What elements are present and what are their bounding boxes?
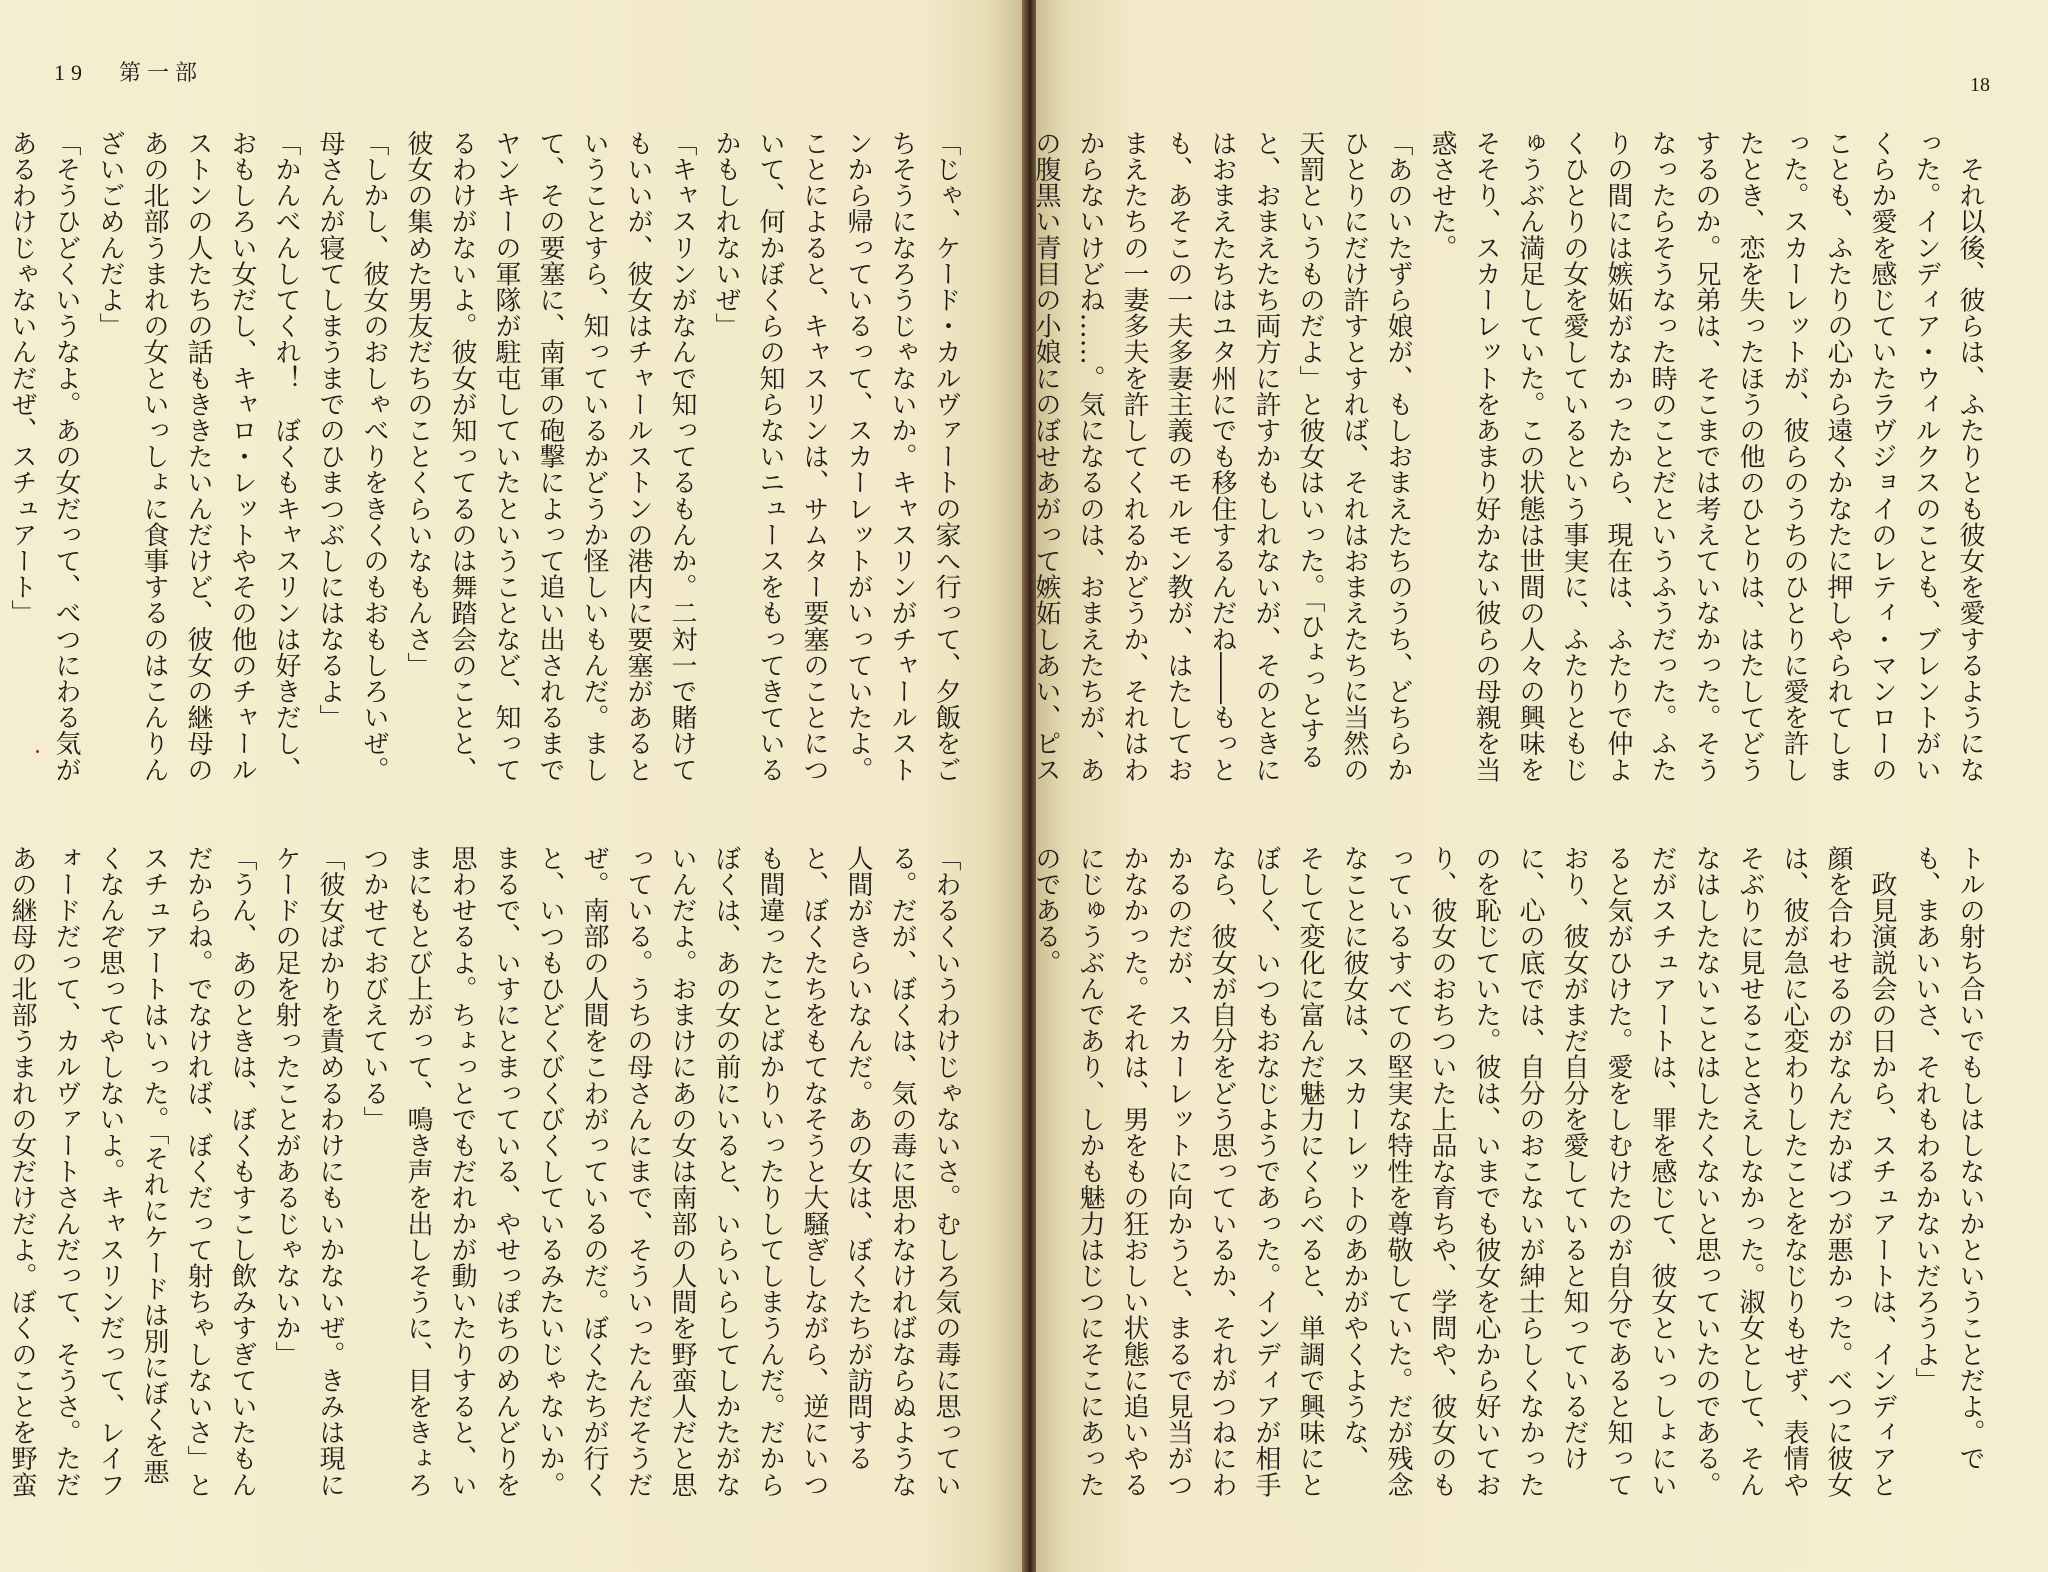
section-title: 第一部 — [119, 61, 204, 86]
left-top-text-block: 「じゃ、ケード・カルヴァートの家へ行って、夕飯をご ちそうになろうじゃないか。キャスリンがチャールスト ンから帰っているって、スカーレットがいっていたよ。 ことによると、キャスリンは、サムター要塞のことにつ いて、何かぼくらの知らないニュースをもってきている かもしれないぜ」 「キャスリンがなんで知ってるもんか。二対一で賭けて もいいが、彼女はチャールストンの港内に要塞があると いうことすら、知っているかどうか怪しいもんだ。まし て、その要塞に、南軍の砲撃によって追い出されるまで ヤンキーの軍隊が駐屯していたということなど、知って るわけがないよ。彼女が知ってるのは舞踏会のことと、 彼女の集めた男友だちのことくらいなもんさ」 「しかし、彼女のおしゃべりをきくのもおもしろいぜ。 母さんが寝てしまうまでのひまつぶしにはなるよ」 「かんべんしてくれ！ ぼくもキャスリンは好きだし、 おもしろい女だし、キャロ・レットやその他のチャール ストンの人たちの話もききたいんだけど、彼女の継母の あの北部うまれの女といっしょに食事するのはこんりん ざいごめんだよ」 「そうひどくいうなよ。あの女だって、べつにわる気が あるわけじゃないんだぜ、スチュアート」 — [7, 130, 961, 783]
left-page — [0, 0, 1022, 1572]
page-number-left: 19 — [54, 60, 88, 85]
paper-speck — [36, 750, 39, 753]
right-bottom-text-block: トルの射ち合いでもしはしないかということだよ。で も、まあいいさ、それもわるかないだろうよ」 政見演説会の日から、スチュアートは、インディアと 顔を合わせるのがなんだかばつが悪かった。べつに彼女 は、彼が急に心変わりしたことをなじりもせず、表情や そぶりに見せることさえしなかった。淑女として、そん なはしたないことはしたくないと思っていたのである。 だがスチュアートは、罪を感じて、彼女といっしょにい ると気がひけた。愛をしむけたのが自分であると知って おり、彼女がまだ自分を愛していると知っているだけ に、心の底では、自分のおこないが紳士らしくなかった のを恥じていた。彼は、いまでも彼女を心から好いてお り、彼女のおちついた上品な育ちや、学問や、彼女のも っているすべての堅実な特性を尊敬していた。だが残念 なことに彼女は、スカーレットのあかがやくような、 そして変化に富んだ魅力にくらべると、単調で興味にと ぼしく、いつもおなじようであった。インディアが相手 なら、彼女が自分をどう思っているか、それがつねにわ かるのだが、スカーレットに向かうと、まるで見当がつ かなかった。それは、男をもの狂おしい状態に追いやる にじゅうぶんであり、しかも魅力はじつにそこにあった のである。 — [1031, 845, 1985, 1498]
page-number-right: 18 — [1970, 74, 1990, 96]
running-head — [54, 56, 203, 87]
right-top-text-block: それ以後、彼らは、ふたりとも彼女を愛するようにな った。インディア・ウィルクスのことも、ブレントがい くらか愛を感じていたラヴジョイのレティ・マンローの ことも、ふたりの心から遠くかなたに押しやられてしま った。スカーレットが、彼らのうちのひとりに愛を許し たとき、恋を失ったほうの他のひとりは、はたしてどう するのか。兄弟は、そこまでは考えていなかった。そう なったらそうなった時のことだというふうだった。ふた りの間には嫉妬がなかったから、現在は、ふたりで仲よ くひとりの女を愛しているという事実に、ふたりともじ ゅうぶん満足していた。この状態は世間の人々の興味を そそり、スカーレットをあまり好かない彼らの母親を当 惑させた。 「あのいたずら娘が、もしおまえたちのうち、どちらか ひとりにだけ許すとすれば、それはおまえたちに当然の 天罰というものだよ」と彼女はいった。「ひょっとする と、おまえたち両方に許すかもしれないが、そのときに はおまえたちはユタ州にでも移住するんだね――もっと も、あそこの一夫多妻主義のモルモン教が、はたしてお まえたちの一妻多夫を許してくれるかどうか、それはわ からないけどね……。気になるのは、おまえたちが、あ の腹黒い青目の小娘にのぼせあがって嫉妬しあい、ピス — [1031, 130, 1985, 783]
left-bottom-text-block: 「わるくいうわけじゃないさ。むしろ気の毒に思ってい る。だが、ぼくは、気の毒に思わなければならぬような 人間がきらいなんだ。あの女は、ぼくたちが訪問する と、ぼくたちをもてなそうと大騒ぎしながら、逆にいつ も間違ったことばかりいったりしてしまうんだ。だから ぼくは、あの女の前にいると、いらいらしてしかたがな いんだよ。おまけにあの女は南部の人間を野蛮人だと思 っている。うちの母さんにまで、そういったんだそうだ ぜ。南部の人間をこわがっているのだ。ぼくたちが行く と、いつもひどくびくびくしているみたいじゃないか。 まるで、いすにとまっている、やせっぽちのめんどりを 思わせるよ。ちょっとでもだれかが動いたりすると、い まにもとび上がって、鳴き声を出しそうに、目をきょろ つかせておびえている」 「彼女ばかりを責めるわけにもいかないぜ。きみは現に ケードの足を射ったことがあるじゃないか」 「うん、あのときは、ぼくもすこし飲みすぎていたもん だからね。でなければ、ぼくだって射ちゃしないさ」と スチュアートはいった。「それにケードは別にぼくを悪 くなんぞ思ってやしないよ。キャスリンだって、レイフ ォードだって、カルヴァートさんだって、そうさ。ただ あの継母の北部うまれの女だけだよ。ぼくのことを野蛮 — [7, 845, 961, 1498]
right-page — [1031, 0, 2048, 1572]
